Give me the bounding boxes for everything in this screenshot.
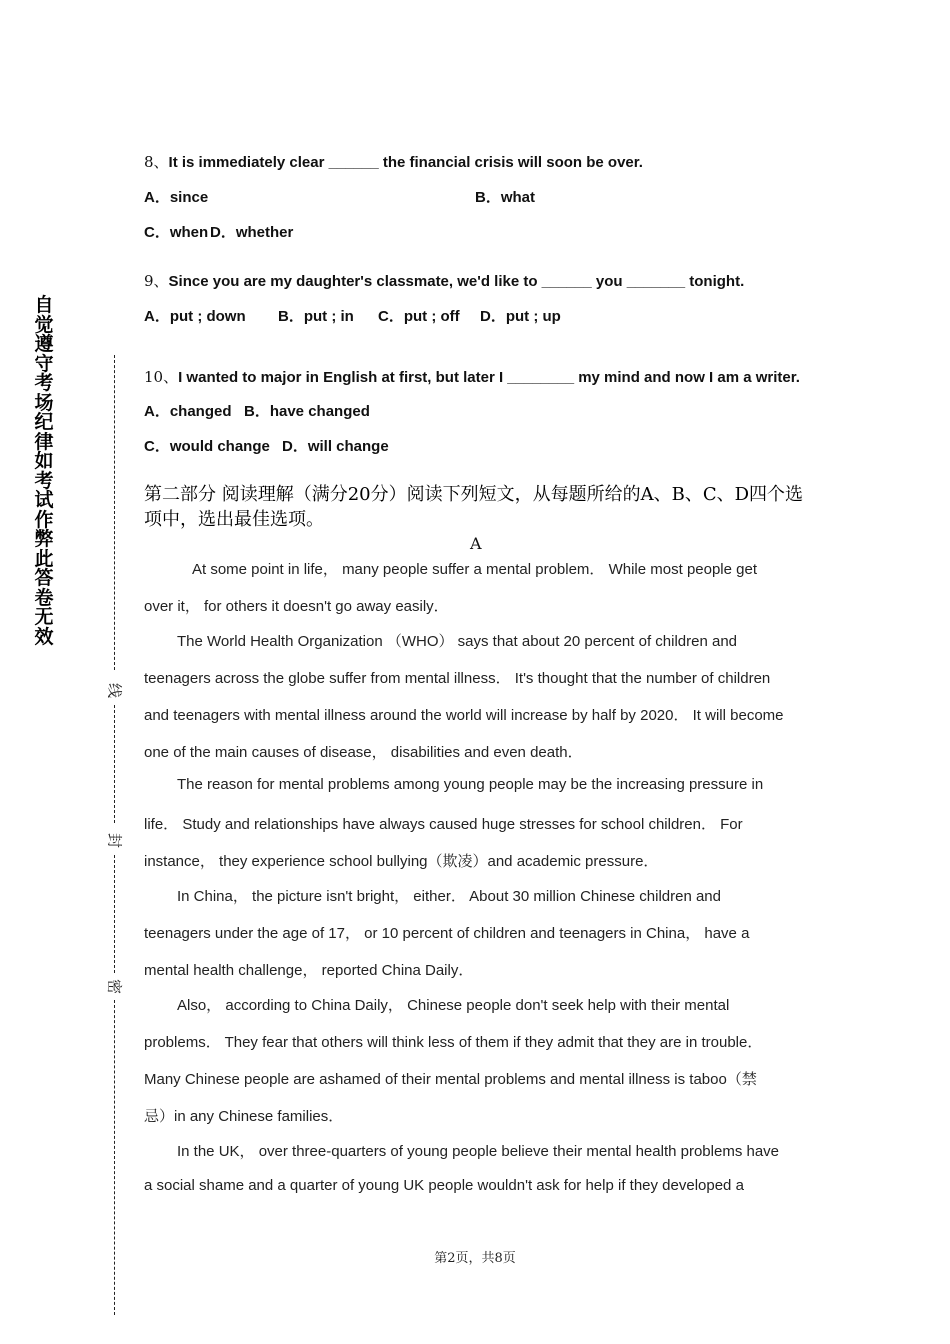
side-warning: 自觉遵守考场纪律如考试作弊此答卷无效	[34, 294, 54, 648]
question-text: It is immediately clear ______ the financial crisis will soon be over.	[168, 154, 643, 171]
q9-option-c: C．put ; off	[378, 308, 460, 325]
q9-option-a: A．put ; down	[144, 308, 246, 325]
passage-line: In China， the picture isn't bright， either． About 30 million Chinese children and	[177, 888, 721, 905]
passage-line: 忌）in any Chinese families．	[144, 1108, 344, 1125]
passage-line: At some point in life， many people suffer a mental problem． While most people get	[192, 561, 758, 578]
passage-line: teenagers under the age of 17， or 10 percent of children and teenagers in China， have a	[144, 925, 750, 942]
passage-line: problems． They fear that others will think less of them if they admit that they are in trouble．	[144, 1034, 763, 1051]
q8-option-d: D．whether	[210, 224, 294, 241]
passage-line: The World Health Organization （WHO） says that about 20 percent of children and	[177, 633, 738, 650]
q8-option-a: A．since	[144, 189, 209, 206]
page-footer: 第2页，共8页	[434, 1251, 516, 1266]
question-text: Since you are my daughter's classmate, we'd like to ______ you _______ tonight.	[168, 273, 745, 290]
binding-mark-line: 线	[105, 682, 124, 698]
q9-option-b: B．put ; in	[278, 308, 354, 325]
binding-mark-seal: 封	[105, 832, 124, 848]
binding-mark-secret: 密	[105, 978, 124, 994]
passage-line: and teenagers with mental illness around the world will increase by half by 2020． It will become	[144, 707, 784, 724]
passage-line: one of the main causes of disease， disabilities and even death．	[144, 744, 583, 761]
section-title: 第二部分 阅读理解（满分20分）阅读下列短文，从每题所给的A、B、C、D四个选项中，选出最佳选项。	[144, 484, 804, 530]
passage-line: Many Chinese people are ashamed of their mental problems and mental illness is taboo（禁	[144, 1071, 757, 1088]
question-number: 10、	[144, 368, 179, 386]
question-10-stem	[144, 366, 800, 387]
question-number: 8、	[144, 153, 169, 171]
passage-line: Also， according to China Daily， Chinese people don't seek help with their mental	[177, 997, 730, 1014]
passage-label: A	[470, 534, 482, 553]
q8-option-c: C．when	[144, 224, 209, 241]
question-text: I wanted to major in English at first, but later I ________ my mind and now I am a writer.	[178, 369, 800, 386]
passage-line: In the UK， over three-quarters of young people believe their mental health problems have	[177, 1143, 780, 1160]
question-number: 9、	[144, 272, 169, 290]
passage-line: instance， they experience school bullying（欺凌）and academic pressure．	[144, 853, 659, 870]
passage-line: teenagers across the globe suffer from mental illness． It's thought that the number of children	[144, 670, 771, 687]
q10-option-d: D．will change	[282, 438, 389, 455]
passage-line: over it， for others it doesn't go away easily．	[144, 598, 449, 615]
q10-option-b: B．have changed	[244, 403, 370, 420]
passage-line: The reason for mental problems among young people may be the increasing pressure in	[177, 776, 764, 793]
q9-option-d: D．put ; up	[480, 308, 561, 325]
binding-dashed-line	[114, 355, 115, 670]
q8-option-b: B．what	[475, 189, 536, 206]
binding-dashed-line	[114, 1000, 115, 1315]
binding-dashed-line	[114, 705, 115, 823]
passage-line: life． Study and relationships have always caused huge stresses for school children． For	[144, 816, 743, 833]
question-8-stem	[144, 151, 643, 172]
q10-option-c: C．would change	[144, 438, 270, 455]
binding-dashed-line	[114, 855, 115, 973]
q10-option-a: A．changed	[144, 403, 232, 420]
question-9-stem	[144, 270, 744, 291]
passage-line: mental health challenge， reported China Daily．	[144, 962, 474, 979]
passage-line: a social shame and a quarter of young UK people wouldn't ask for help if they developed a	[144, 1177, 744, 1194]
